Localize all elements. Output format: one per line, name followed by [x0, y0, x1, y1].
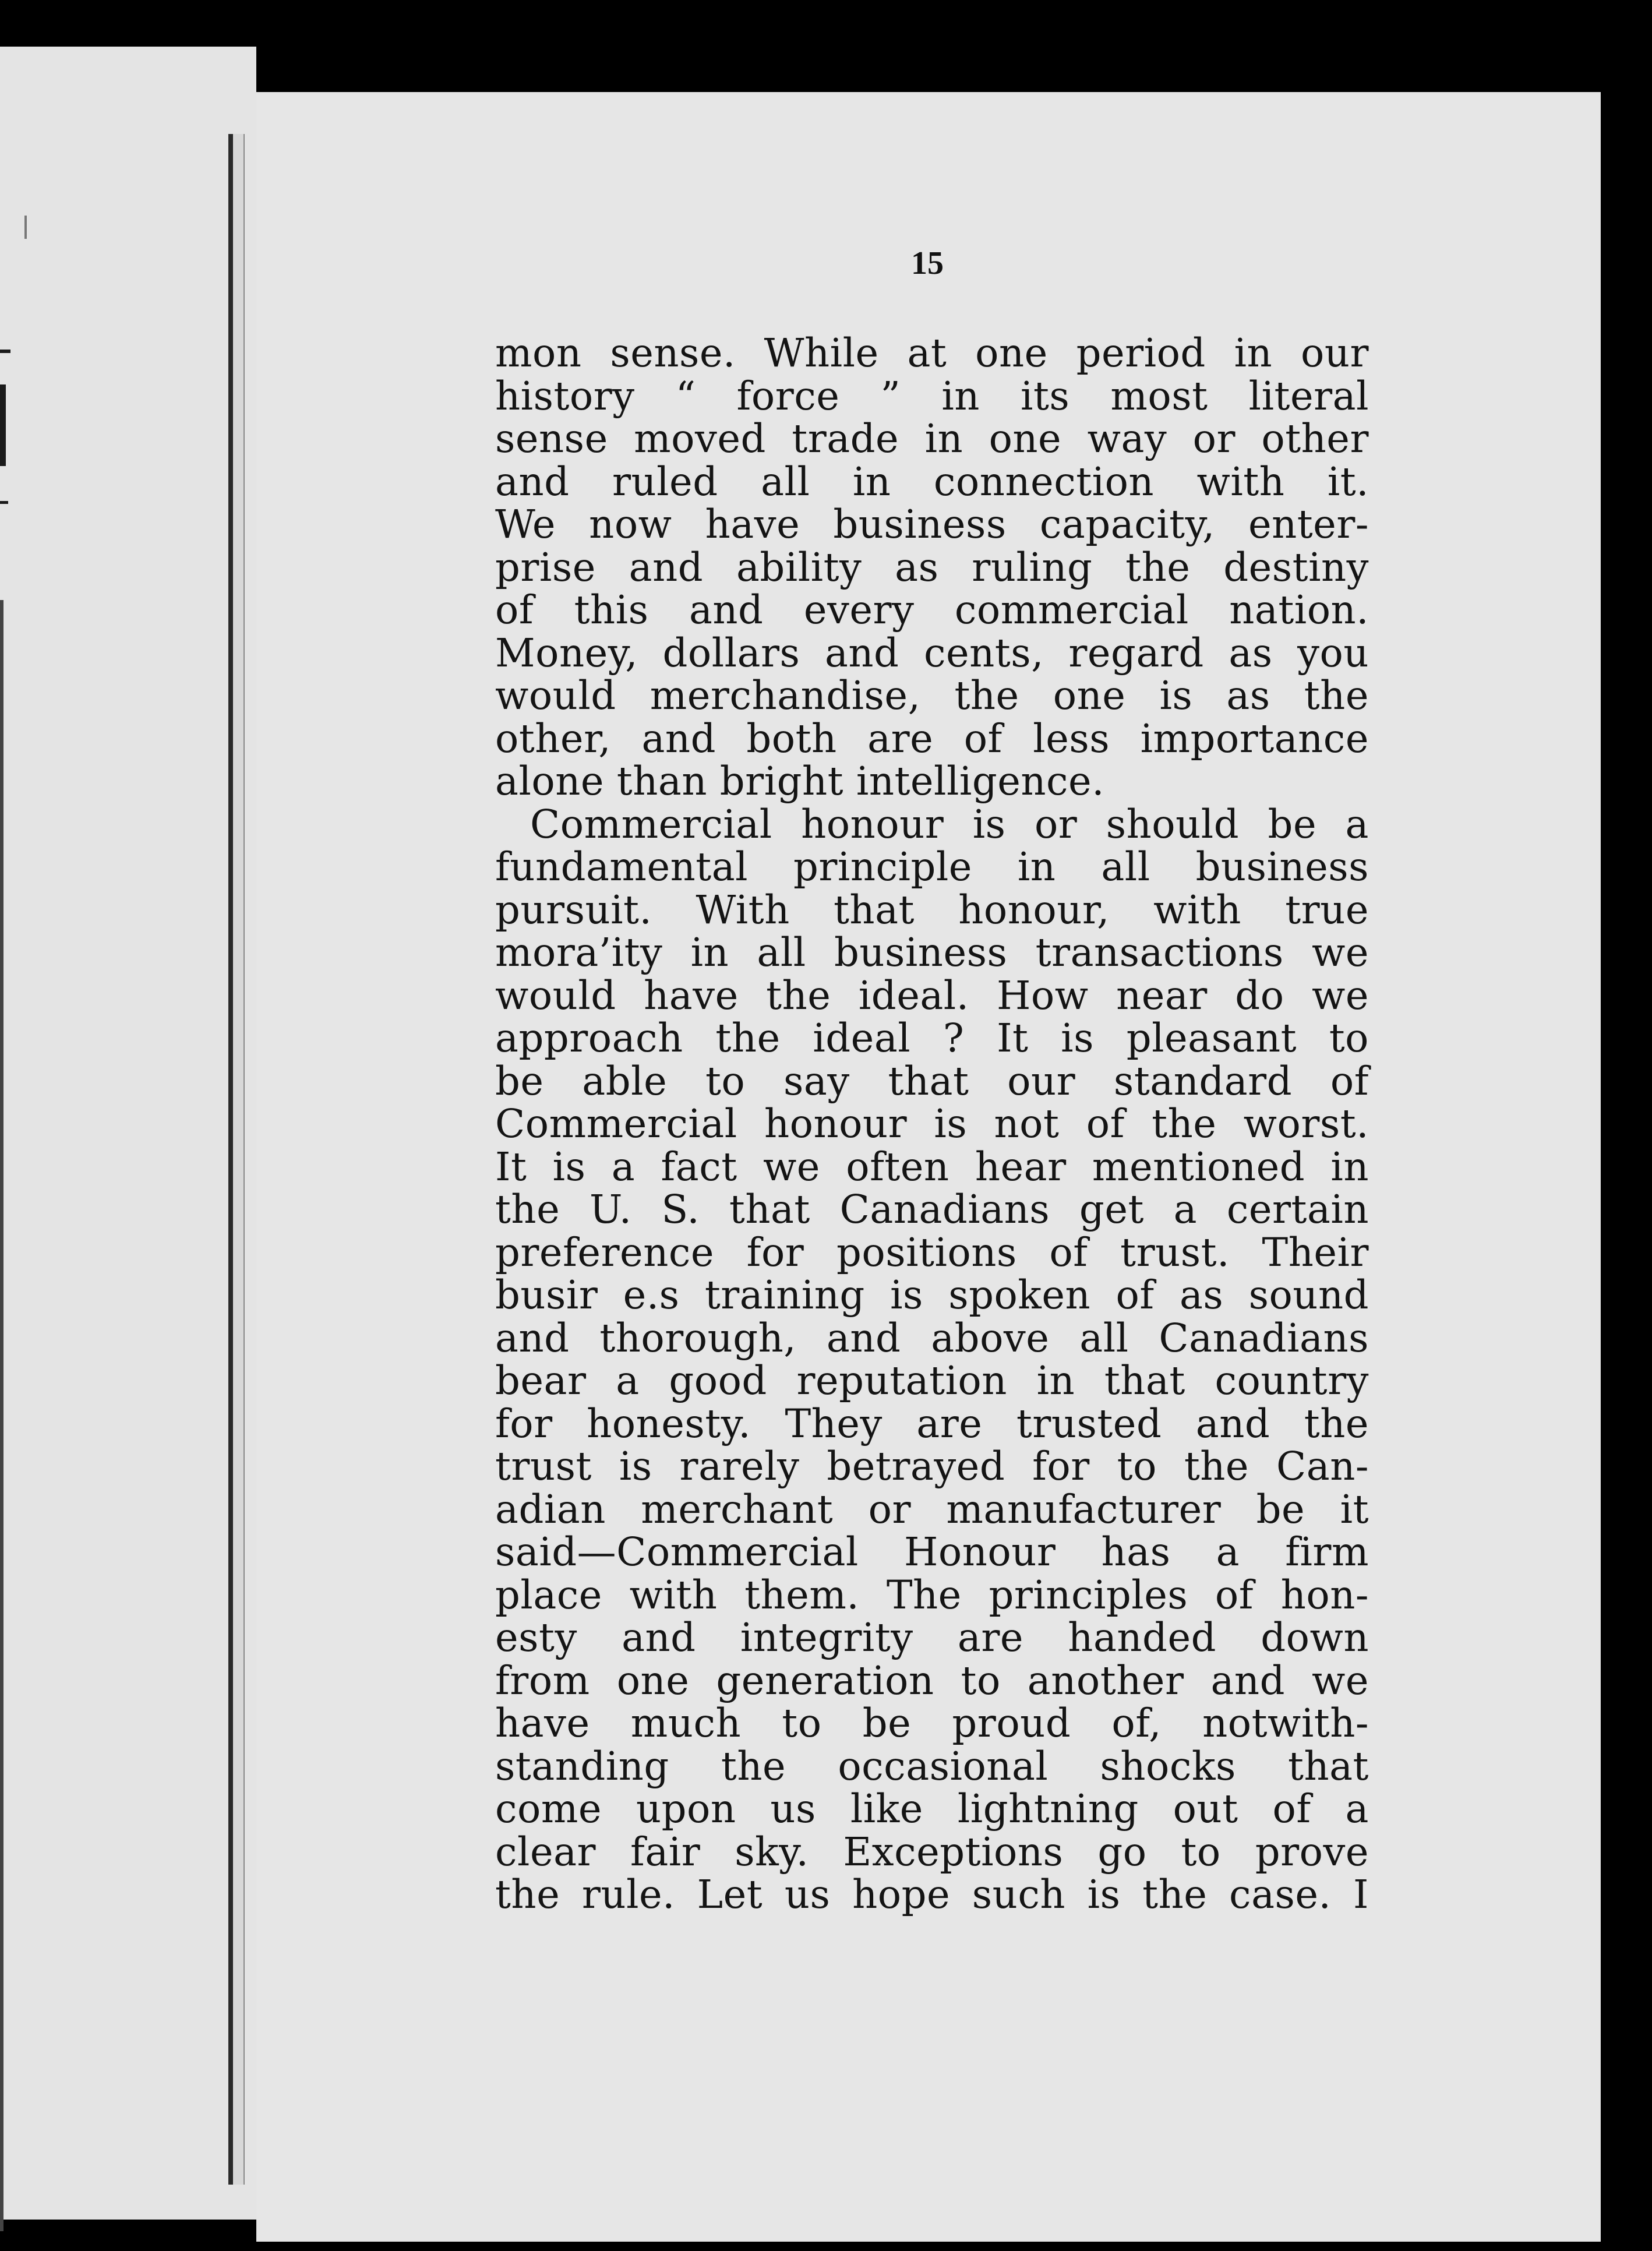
- page-number: 15: [911, 245, 944, 281]
- text-line: adian merchant or manufacturer be it: [495, 1486, 1369, 1532]
- edge-mark: [0, 350, 10, 353]
- body-text: [495, 332, 1369, 1917]
- text-line: from one generation to another and we: [495, 1657, 1369, 1703]
- text-line: sense moved trade in one way or other: [495, 416, 1369, 461]
- text-line: standing the occasional shocks that: [495, 1743, 1369, 1789]
- text-line: place with them. The principles of hon-: [495, 1572, 1369, 1618]
- text-line: approach the ideal ? It is pleasant to: [495, 1015, 1369, 1061]
- text-line: bear a good reputation in that country: [495, 1358, 1369, 1403]
- text-line: the U. S. that Canadians get a certain: [495, 1187, 1369, 1232]
- text-line: Commercial honour is or should be a: [530, 801, 1369, 847]
- text-line: fundamental principle in all business: [495, 844, 1369, 890]
- text-line: and thorough, and above all Canadians: [495, 1315, 1369, 1361]
- text-line: would merchandise, the one is as the: [495, 673, 1369, 718]
- text-line: alone than bright intelligence.: [495, 758, 1104, 804]
- text-line: trust is rarely betrayed for to the Can-: [495, 1444, 1369, 1489]
- edge-mark: [0, 600, 3, 2231]
- left-page-fragment: [0, 47, 256, 2220]
- text-line: We now have business capacity, enter-: [495, 502, 1369, 547]
- edge-mark: [24, 216, 27, 239]
- text-line: prise and ability as ruling the destiny: [495, 544, 1369, 590]
- text-line: Commercial honour is not of the worst.: [495, 1101, 1369, 1146]
- text-line: mon sense. While at one period in our: [495, 330, 1369, 376]
- text-line: other, and both are of less importance: [495, 715, 1369, 761]
- text-line: said—Commercial Honour has a firm: [495, 1529, 1369, 1575]
- text-line: It is a fact we often hear mentioned in: [495, 1144, 1369, 1190]
- page-gutter: [228, 134, 245, 2185]
- text-line: the rule. Let us hope such is the case. I: [495, 1872, 1369, 1917]
- text-line: esty and integrity are handed down: [495, 1615, 1369, 1660]
- edge-mark: [0, 384, 6, 466]
- text-line: would have the ideal. How near do we: [495, 972, 1369, 1018]
- text-line: be able to say that our standard of: [495, 1058, 1369, 1104]
- text-line: mora’ity in all business transactions we: [495, 930, 1369, 975]
- text-line: history “ force ” in its most literal: [495, 373, 1369, 419]
- text-line: and ruled all in connection with it.: [495, 458, 1369, 504]
- text-line: busir e.s training is spoken of as sound: [495, 1272, 1369, 1318]
- text-line: preference for positions of trust. Their: [495, 1229, 1369, 1275]
- text-line: Money, dollars and cents, regard as you: [495, 630, 1369, 676]
- text-line: pursuit. With that honour, with true: [495, 887, 1369, 933]
- text-line: have much to be proud of, notwith-: [495, 1700, 1369, 1746]
- edge-mark: [0, 501, 8, 504]
- text-line: of this and every commercial nation.: [495, 587, 1369, 633]
- text-line: clear fair sky. Exceptions go to prove: [495, 1829, 1369, 1875]
- text-line: come upon us like lightning out of a: [495, 1786, 1369, 1832]
- text-line: for honesty. They are trusted and the: [495, 1400, 1369, 1446]
